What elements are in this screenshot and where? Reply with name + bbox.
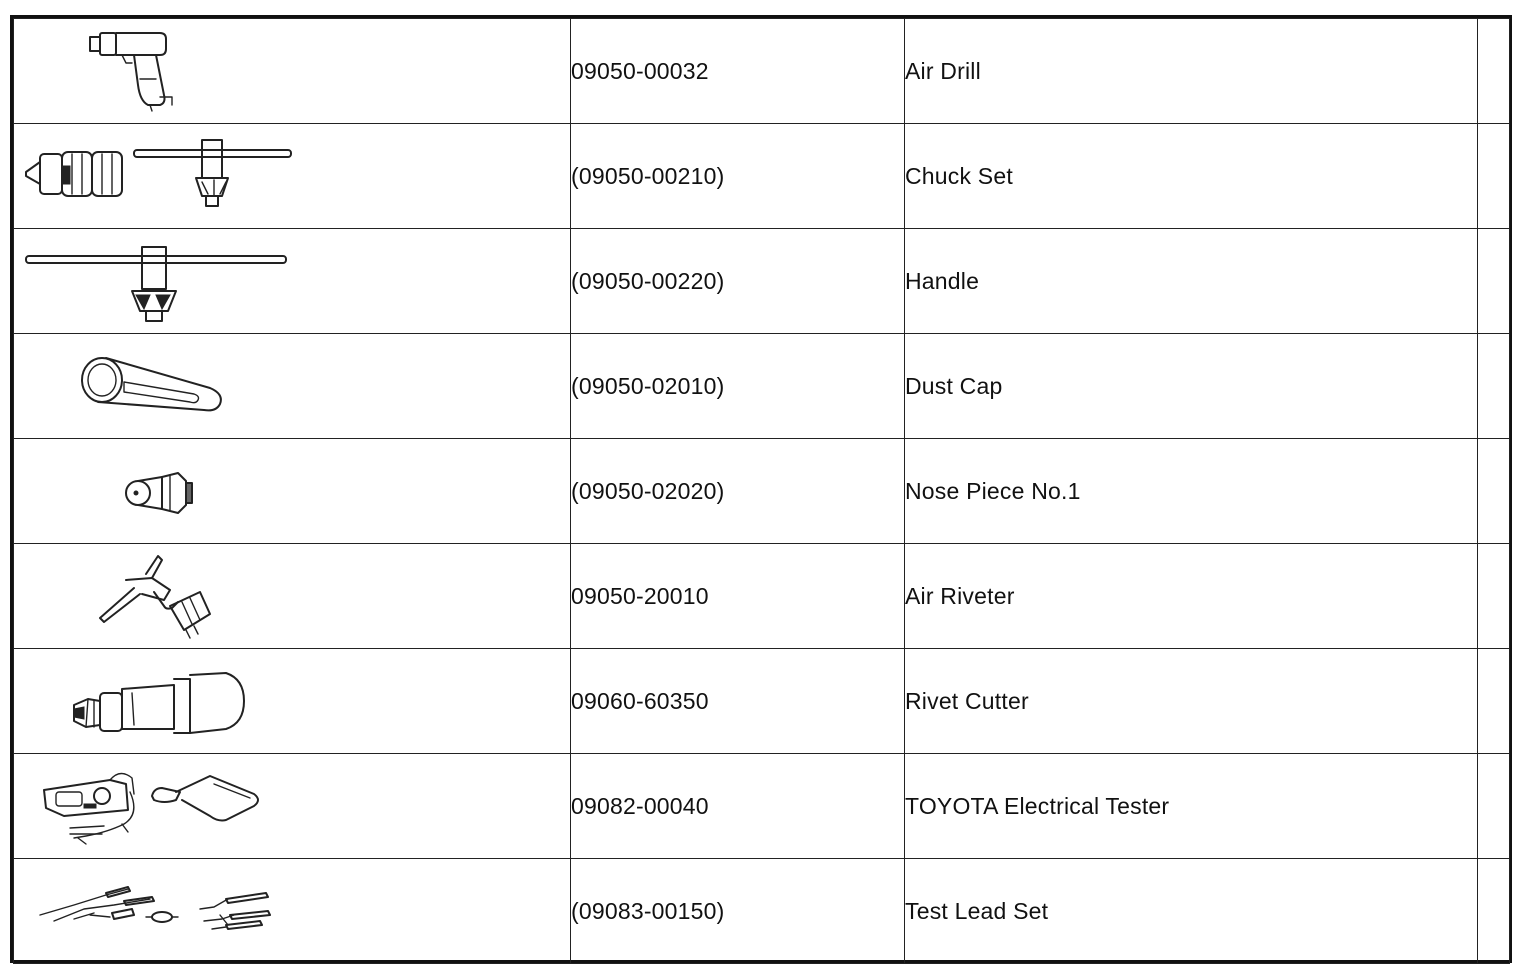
- rivet-cutter-icon: [14, 649, 571, 753]
- tool-name: Chuck Set: [905, 124, 1478, 229]
- tool-illustration-cell: [14, 229, 571, 334]
- tool-illustration-cell: [14, 859, 571, 964]
- nose-piece-icon: [14, 439, 571, 543]
- part-number: (09050-02020): [571, 439, 905, 544]
- table-row: [14, 439, 1510, 544]
- table-row: [14, 754, 1510, 859]
- part-number: (09050-00210): [571, 124, 905, 229]
- test-lead-set-icon: [14, 859, 571, 963]
- electrical-tester-icon: [14, 754, 571, 858]
- part-number: (09050-00220): [571, 229, 905, 334]
- tool-illustration-cell: [14, 334, 571, 439]
- air-riveter-icon: [14, 544, 571, 648]
- tool-illustration-cell: [14, 754, 571, 859]
- table-row: [14, 229, 1510, 334]
- part-number: 09050-00032: [571, 19, 905, 124]
- tool-name: Dust Cap: [905, 334, 1478, 439]
- part-number: (09083-00150): [571, 859, 905, 964]
- table-row: [14, 649, 1510, 754]
- tool-illustration-cell: [14, 19, 571, 124]
- air-drill-icon: [14, 19, 571, 123]
- tool-name: Test Lead Set: [905, 859, 1478, 964]
- table-row: [14, 124, 1510, 229]
- part-number: 09060-60350: [571, 649, 905, 754]
- blank-cell: [1478, 334, 1510, 439]
- tool-name: Handle: [905, 229, 1478, 334]
- blank-cell: [1478, 859, 1510, 964]
- tool-illustration-cell: [14, 649, 571, 754]
- blank-cell: [1478, 544, 1510, 649]
- blank-cell: [1478, 439, 1510, 544]
- part-number: 09050-20010: [571, 544, 905, 649]
- chuck-set-icon: [14, 124, 571, 228]
- table-row: [14, 544, 1510, 649]
- blank-cell: [1478, 19, 1510, 124]
- tool-table: [13, 18, 1510, 964]
- tool-list-sheet: [10, 15, 1512, 963]
- part-number: 09082-00040: [571, 754, 905, 859]
- tool-illustration-cell: [14, 124, 571, 229]
- blank-cell: [1478, 229, 1510, 334]
- table-row: [14, 19, 1510, 124]
- tool-name: TOYOTA Electrical Tester: [905, 754, 1478, 859]
- handle-icon: [14, 229, 571, 333]
- tool-name: Air Riveter: [905, 544, 1478, 649]
- dust-cap-icon: [14, 334, 571, 438]
- tool-illustration-cell: [14, 544, 571, 649]
- tool-illustration-cell: [14, 439, 571, 544]
- table-row: [14, 334, 1510, 439]
- part-number: (09050-02010): [571, 334, 905, 439]
- table-row: [14, 859, 1510, 964]
- blank-cell: [1478, 124, 1510, 229]
- tool-name: Nose Piece No.1: [905, 439, 1478, 544]
- blank-cell: [1478, 649, 1510, 754]
- blank-cell: [1478, 754, 1510, 859]
- tool-name: Rivet Cutter: [905, 649, 1478, 754]
- tool-name: Air Drill: [905, 19, 1478, 124]
